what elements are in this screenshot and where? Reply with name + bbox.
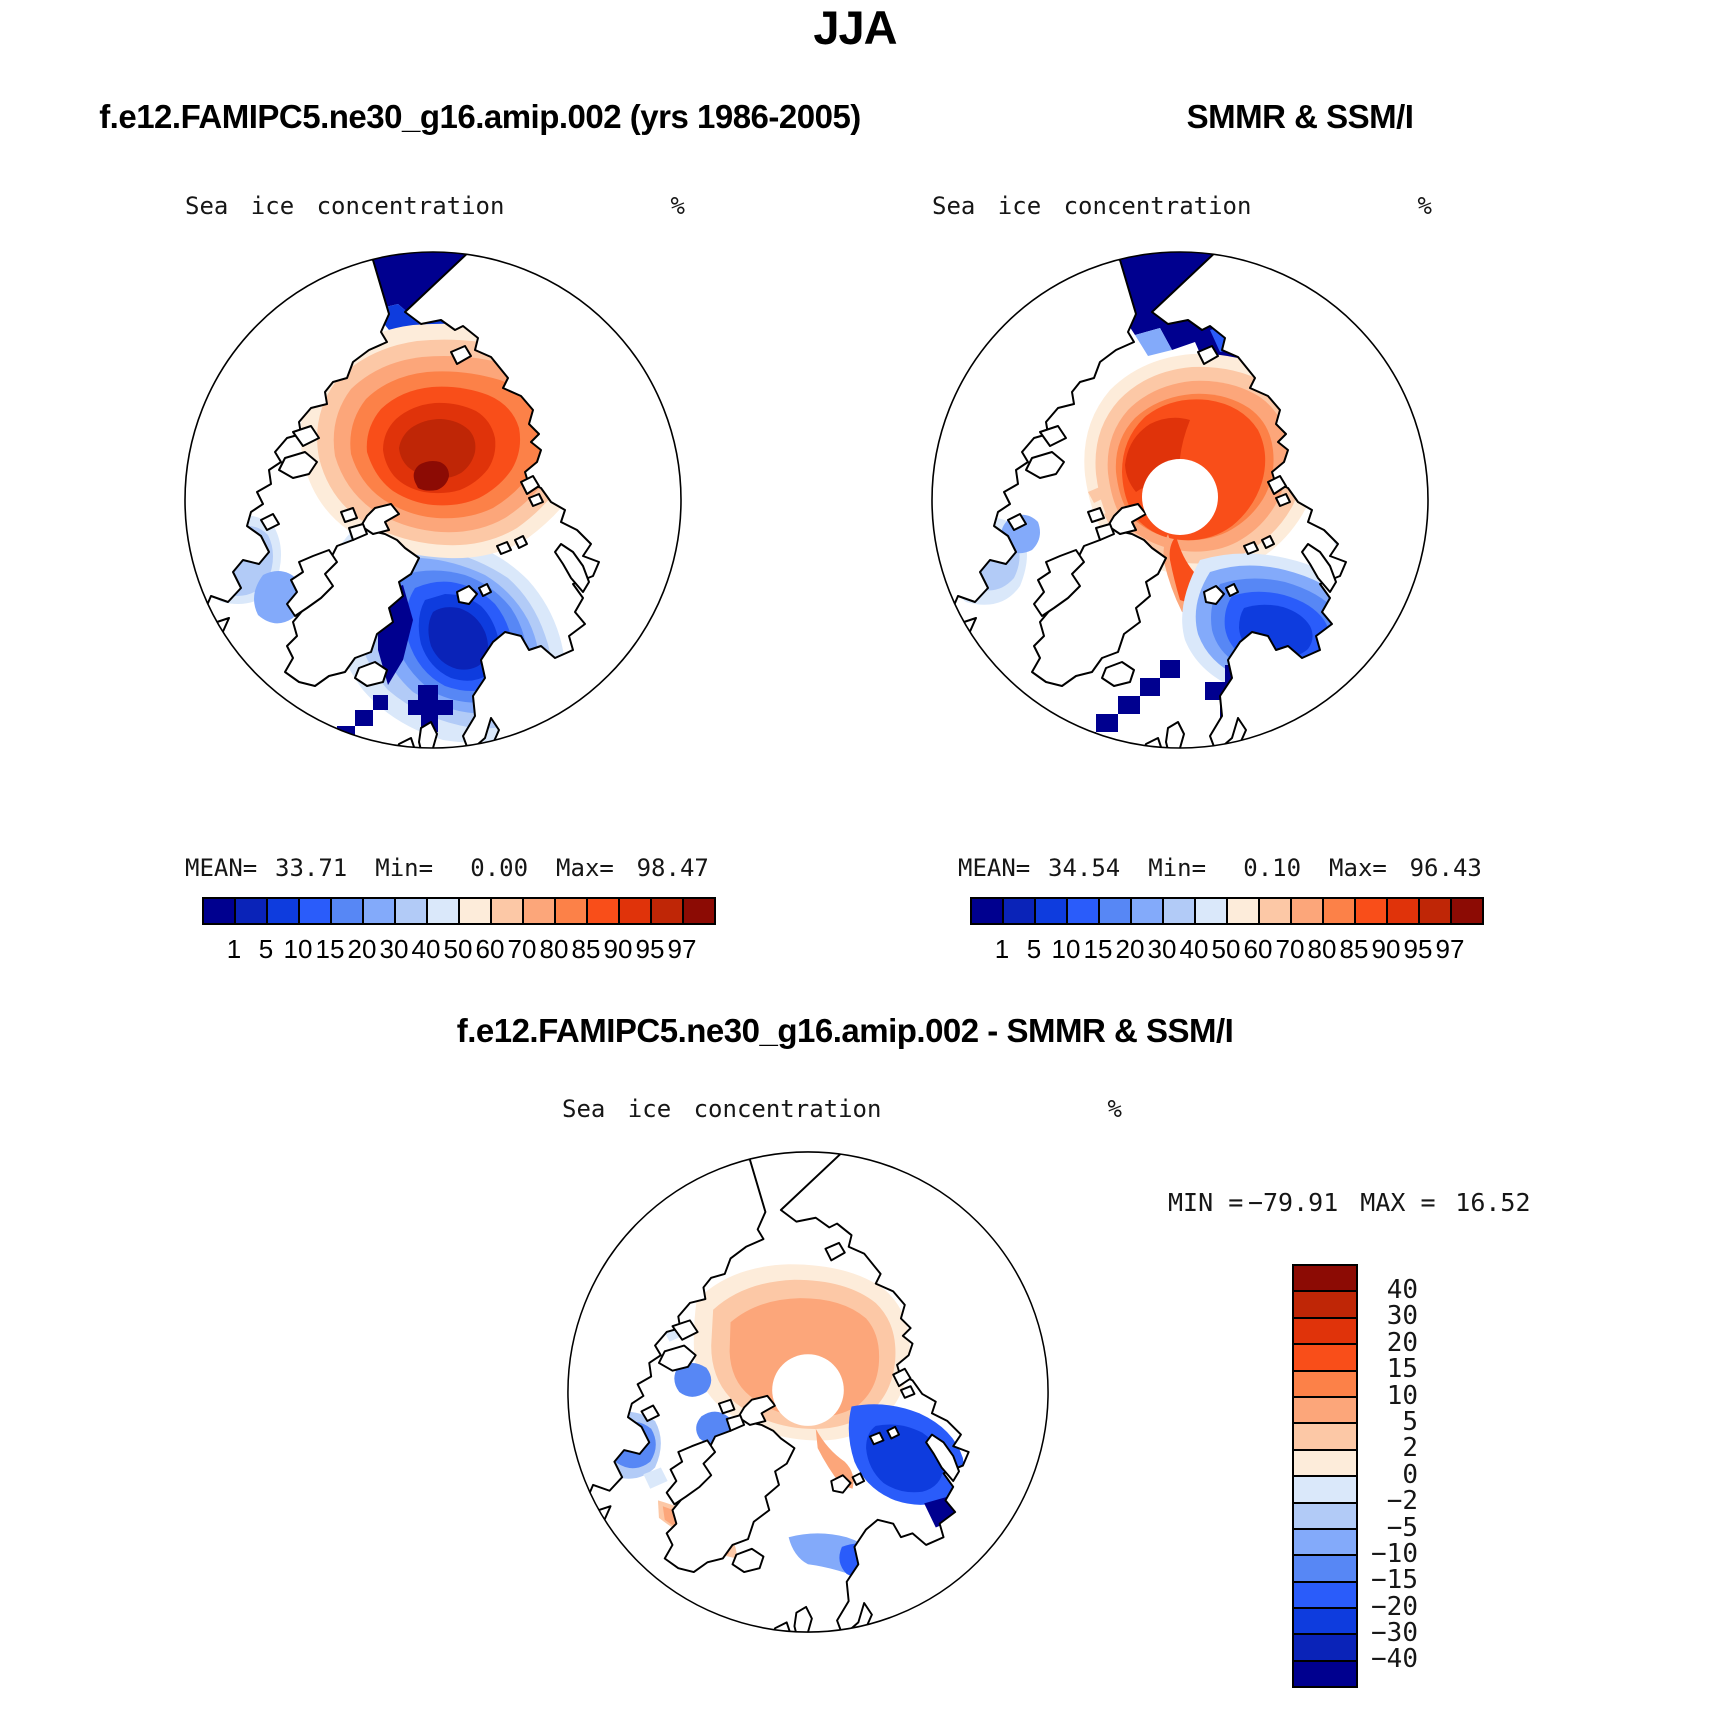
- diff-map: [566, 1150, 1050, 1634]
- colorbar-cell: [362, 897, 396, 925]
- colorbar-tick-label: 70: [1275, 934, 1305, 964]
- colorbar-tick-label: 80: [1307, 934, 1337, 964]
- max-value: 16.52: [1455, 1188, 1531, 1217]
- colorbar-cell: [1292, 1475, 1358, 1503]
- colorbar-tick-label: −20: [1371, 1591, 1418, 1622]
- colorbar-cell: [1292, 1290, 1358, 1318]
- colorbar-cell: [1292, 1396, 1358, 1424]
- colorbar-cell: [1386, 897, 1420, 925]
- colorbar-cell: [682, 897, 716, 925]
- colorbar-cell: [1292, 1581, 1358, 1609]
- diff-field-label: Sea ice concentration: [562, 1095, 882, 1123]
- diff-colorbar: [1292, 1264, 1358, 1688]
- figure-title: JJA: [813, 1, 897, 54]
- obs-field-row: [932, 192, 1432, 220]
- colorbar-cell: [1292, 1502, 1358, 1530]
- model-unit-label: %: [670, 192, 685, 220]
- colorbar-cell: [1292, 1317, 1358, 1345]
- colorbar-cell: [1354, 897, 1388, 925]
- colorbar-tick-label: 50: [1211, 934, 1241, 964]
- colorbar-cell: [1450, 897, 1484, 925]
- obs-map: [930, 250, 1430, 750]
- colorbar-cell: [1322, 897, 1356, 925]
- model-field-row: [185, 192, 685, 220]
- pole-hole: [1142, 459, 1218, 535]
- model-stats: [185, 854, 709, 882]
- colorbar-cell: [1162, 897, 1196, 925]
- max-label: MAX =: [1360, 1188, 1436, 1217]
- model-colorbar: [202, 897, 716, 925]
- colorbar-tick-label: 2: [1402, 1433, 1418, 1464]
- colorbar-cell: [298, 897, 332, 925]
- colorbar-tick-label: 10: [1051, 934, 1081, 964]
- colorbar-tick-label: −30: [1371, 1618, 1418, 1649]
- colorbar-cell: [1258, 897, 1292, 925]
- obs-unit-label: %: [1417, 192, 1432, 220]
- mean-value: 34.54: [1048, 854, 1121, 882]
- min-label: Min=: [375, 854, 434, 882]
- colorbar-tick-label: −5: [1386, 1512, 1418, 1543]
- obs-panel-title: SMMR & SSM/I: [1186, 98, 1414, 135]
- obs-colorbar: [970, 897, 1484, 925]
- colorbar-cell: [1292, 1633, 1358, 1661]
- colorbar-tick-label: 5: [1402, 1406, 1418, 1437]
- colorbar-tick-label: 0: [1402, 1459, 1418, 1490]
- colorbar-cell: [1292, 1264, 1358, 1292]
- colorbar-tick-label: 15: [1083, 934, 1113, 964]
- colorbar-cell: [490, 897, 524, 925]
- pole-hole: [772, 1354, 844, 1426]
- colorbar-tick-label: 10: [1386, 1380, 1418, 1411]
- colorbar-tick-label: 97: [667, 934, 697, 964]
- obs-stats: [958, 854, 1482, 882]
- colorbar-tick-label: 1: [994, 934, 1010, 964]
- colorbar-tick-label: 85: [1339, 934, 1369, 964]
- colorbar-tick-label: −40: [1371, 1644, 1418, 1675]
- colorbar-cell: [330, 897, 364, 925]
- min-value: 0.00: [470, 854, 529, 882]
- colorbar-cell: [1098, 897, 1132, 925]
- colorbar-tick-label: −15: [1371, 1565, 1418, 1596]
- colorbar-tick-label: 95: [635, 934, 665, 964]
- model-map: [183, 250, 683, 750]
- max-value: 96.43: [1409, 854, 1482, 882]
- colorbar-cell: [586, 897, 620, 925]
- colorbar-tick-label: 90: [1371, 934, 1401, 964]
- colorbar-tick-label: 15: [315, 934, 345, 964]
- colorbar-cell: [1292, 1660, 1358, 1688]
- colorbar-tick-label: 40: [1179, 934, 1209, 964]
- colorbar-tick-label: 50: [443, 934, 473, 964]
- diff-colorbar-ticks: [1362, 1277, 1418, 1673]
- colorbar-cell: [1292, 1449, 1358, 1477]
- colorbar-cell: [650, 897, 684, 925]
- obs-colorbar-ticks: [986, 934, 1466, 965]
- colorbar-cell: [1290, 897, 1324, 925]
- colorbar-tick-label: 85: [571, 934, 601, 964]
- colorbar-tick-label: 20: [1115, 934, 1145, 964]
- colorbar-tick-label: 5: [1026, 934, 1042, 964]
- diff-field-row: [562, 1095, 1122, 1123]
- obs-field-label: Sea ice concentration: [932, 192, 1252, 220]
- colorbar-cell: [1292, 1370, 1358, 1398]
- colorbar-cell: [1226, 897, 1260, 925]
- diff-stats: [1168, 1188, 1531, 1217]
- colorbar-tick-label: 1: [226, 934, 242, 964]
- colorbar-tick-label: 80: [539, 934, 569, 964]
- colorbar-cell: [1066, 897, 1100, 925]
- colorbar-cell: [522, 897, 556, 925]
- colorbar-cell: [1292, 1607, 1358, 1635]
- colorbar-cell: [1292, 1554, 1358, 1582]
- colorbar-tick-label: −2: [1386, 1486, 1418, 1517]
- colorbar-cell: [234, 897, 268, 925]
- mean-value: 33.71: [275, 854, 348, 882]
- colorbar-cell: [618, 897, 652, 925]
- colorbar-tick-label: 15: [1386, 1354, 1418, 1385]
- min-value: 0.10: [1243, 854, 1302, 882]
- colorbar-tick-label: 60: [1243, 934, 1273, 964]
- min-label: MIN =: [1168, 1188, 1244, 1217]
- colorbar-cell: [554, 897, 588, 925]
- colorbar-cell: [266, 897, 300, 925]
- mean-label: MEAN=: [185, 854, 258, 882]
- diff-unit-label: %: [1107, 1095, 1122, 1123]
- colorbar-cell: [1194, 897, 1228, 925]
- model-field-label: Sea ice concentration: [185, 192, 505, 220]
- colorbar-cell: [1002, 897, 1036, 925]
- max-label: Max=: [1329, 854, 1387, 882]
- colorbar-tick-label: 5: [258, 934, 274, 964]
- colorbar-cell: [458, 897, 492, 925]
- diff-panel-title: f.e12.FAMIPC5.ne30_g16.amip.002 - SMMR & SSM/I: [456, 1012, 1234, 1049]
- colorbar-tick-label: 20: [1386, 1327, 1418, 1358]
- colorbar-tick-label: 20: [347, 934, 377, 964]
- colorbar-tick-label: 95: [1403, 934, 1433, 964]
- max-value: 98.47: [636, 854, 709, 882]
- min-value: −79.91: [1247, 1188, 1339, 1217]
- colorbar-tick-label: 60: [475, 934, 505, 964]
- colorbar-cell: [1418, 897, 1452, 925]
- colorbar-tick-label: 30: [1386, 1301, 1418, 1332]
- min-label: Min=: [1148, 854, 1207, 882]
- colorbar-tick-label: 30: [1147, 934, 1177, 964]
- colorbar-tick-label: 40: [411, 934, 441, 964]
- colorbar-cell: [1034, 897, 1068, 925]
- colorbar-tick-label: 10: [283, 934, 313, 964]
- colorbar-cell: [202, 897, 236, 925]
- colorbar-cell: [1292, 1528, 1358, 1556]
- mean-label: MEAN=: [958, 854, 1031, 882]
- colorbar-tick-label: 90: [603, 934, 633, 964]
- colorbar-cell: [970, 897, 1004, 925]
- colorbar-tick-label: −10: [1371, 1538, 1418, 1569]
- colorbar-tick-label: 70: [507, 934, 537, 964]
- colorbar-tick-label: 40: [1386, 1275, 1418, 1305]
- colorbar-cell: [394, 897, 428, 925]
- model-panel-title: f.e12.FAMIPC5.ne30_g16.amip.002 (yrs 1986-2005): [99, 98, 861, 135]
- colorbar-cell: [1292, 1343, 1358, 1371]
- model-colorbar-ticks: [218, 934, 698, 965]
- colorbar-cell: [426, 897, 460, 925]
- max-label: Max=: [556, 854, 614, 882]
- colorbar-tick-label: 97: [1435, 934, 1465, 964]
- colorbar-cell: [1130, 897, 1164, 925]
- colorbar-tick-label: 30: [379, 934, 409, 964]
- colorbar-cell: [1292, 1422, 1358, 1450]
